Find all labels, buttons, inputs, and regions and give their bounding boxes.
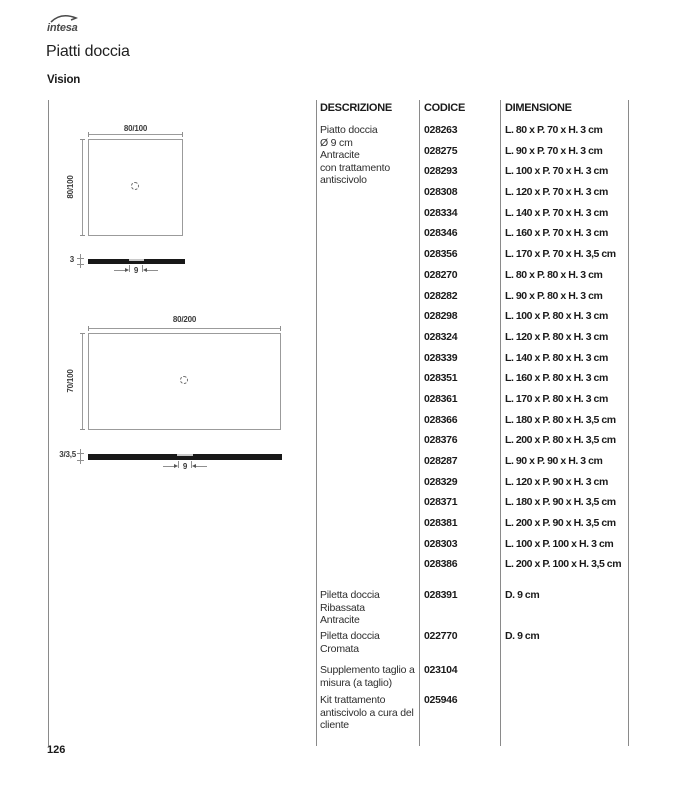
drain-recess	[129, 259, 144, 261]
table-row	[316, 585, 628, 606]
rect-profile-bar	[88, 454, 282, 460]
code-cell: 028361	[424, 392, 458, 405]
thickness-dim-line	[80, 449, 81, 464]
code-cell: 028391	[424, 589, 458, 602]
dimension-cell: L. 200 x P. 80 x H. 3,5 cm	[505, 434, 616, 447]
drain-recess	[177, 454, 193, 456]
dimension-cell: D. 9 cm	[505, 630, 540, 643]
arrow-left-icon	[143, 268, 147, 272]
description-line: Supplemento taglio a	[320, 664, 415, 677]
dim-tick	[129, 265, 130, 272]
table-group	[316, 120, 628, 575]
table-row	[316, 368, 628, 389]
drain-icon	[131, 182, 139, 190]
table-row	[316, 660, 628, 681]
dimension-cell: L. 160 x P. 70 x H. 3 cm	[505, 227, 608, 240]
code-cell: 025946	[424, 694, 458, 707]
thickness-dim-line	[80, 254, 81, 268]
table-row	[316, 513, 628, 534]
dim-tick	[182, 132, 183, 137]
description-line: Ø 9 cm	[320, 136, 353, 149]
table-row	[316, 203, 628, 224]
rect-depth-dim-line	[82, 333, 83, 430]
table-row	[316, 120, 628, 141]
dimension-cell: L. 90 x P. 80 x H. 3 cm	[505, 289, 603, 302]
dimension-cell: L. 140 x P. 70 x H. 3 cm	[505, 206, 608, 219]
table-row	[316, 306, 628, 327]
square-drain-width-label: 9	[133, 266, 139, 275]
drain-icon	[180, 376, 188, 384]
dimension-cell: L. 180 x P. 90 x H. 3,5 cm	[505, 496, 616, 509]
description-line: antiscivolo	[320, 174, 367, 186]
table-row	[316, 244, 628, 265]
dimension-cell: L. 170 x P. 80 x H. 3 cm	[505, 392, 608, 405]
table-group	[316, 585, 628, 626]
rect-width-dim-line	[88, 328, 281, 329]
table-group	[316, 660, 628, 690]
code-cell: 028303	[424, 537, 458, 550]
dim-tick	[280, 326, 281, 331]
dim-line	[195, 466, 207, 467]
dimension-cell: L. 170 x P. 70 x H. 3,5 cm	[505, 248, 616, 261]
code-cell: 028263	[424, 124, 458, 136]
code-cell: 028334	[424, 206, 458, 219]
dim-tick	[88, 132, 89, 137]
column-header-code: CODICE	[424, 102, 465, 114]
code-cell: 028293	[424, 165, 458, 178]
dimension-cell: L. 80 x P. 80 x H. 3 cm	[505, 268, 603, 281]
table-group	[316, 626, 628, 660]
column-header-description: DESCRIZIONE	[320, 102, 392, 114]
table-row	[316, 554, 628, 575]
table-row	[316, 223, 628, 244]
code-cell: 028351	[424, 372, 458, 385]
table-groups	[316, 120, 628, 740]
dimension-cell: L. 200 x P. 100 x H. 3,5 cm	[505, 558, 622, 571]
dim-tick	[80, 235, 85, 236]
dimension-cell: L. 100 x P. 100 x H. 3 cm	[505, 537, 614, 550]
code-cell: 028308	[424, 186, 458, 199]
dimension-cell: L. 120 x P. 70 x H. 3 cm	[505, 186, 608, 199]
table-row	[316, 389, 628, 410]
code-cell: 022770	[424, 630, 458, 643]
series-name: Vision	[47, 74, 81, 86]
description-line: Antracite	[320, 149, 360, 161]
square-width-dim-line	[88, 134, 183, 135]
dim-tick	[77, 453, 84, 454]
square-width-label: 80/100	[123, 124, 148, 133]
dimension-cell: L. 120 x P. 90 x H. 3 cm	[505, 475, 608, 488]
description-line: Cromata	[320, 642, 359, 655]
code-cell: 023104	[424, 664, 458, 677]
dim-tick	[191, 461, 192, 468]
table-row	[316, 161, 628, 182]
code-cell: 028371	[424, 496, 458, 509]
description-line: misura (a taglio)	[320, 676, 392, 689]
code-cell: 028376	[424, 434, 458, 447]
code-cell: 028329	[424, 475, 458, 488]
dim-tick	[80, 139, 85, 140]
dimension-cell: L. 100 x P. 80 x H. 3 cm	[505, 310, 608, 323]
table-row	[316, 141, 628, 162]
dim-tick	[88, 326, 89, 331]
description-line: antiscivolo a cura del	[320, 706, 414, 719]
rect-width-label: 80/200	[172, 315, 197, 324]
description-line: con trattamento	[320, 161, 390, 174]
table-row	[316, 410, 628, 431]
dim-line	[146, 270, 158, 271]
code-cell: 028298	[424, 310, 458, 323]
dimension-cell: L. 80 x P. 70 x H. 3 cm	[505, 124, 603, 136]
table-group	[316, 690, 628, 740]
description-line: Piletta doccia	[320, 589, 380, 602]
code-cell: 028270	[424, 268, 458, 281]
square-depth-dim-line	[82, 139, 83, 236]
table-row	[316, 430, 628, 451]
description-line: Kit trattamento	[320, 694, 386, 707]
dimension-cell: L. 90 x P. 70 x H. 3 cm	[505, 144, 603, 157]
table-row	[316, 626, 628, 647]
code-cell: 028339	[424, 351, 458, 364]
dim-tick	[77, 258, 84, 259]
code-cell: 028287	[424, 455, 458, 467]
dimension-cell: L. 180 x P. 80 x H. 3,5 cm	[505, 413, 616, 426]
table-row	[316, 451, 628, 472]
dimension-cell: D. 9 cm	[505, 589, 540, 602]
dimension-cell: L. 140 x P. 80 x H. 3 cm	[505, 351, 608, 364]
dim-tick	[142, 265, 143, 272]
rect-depth-label: 70/100	[66, 369, 75, 393]
table-row	[316, 534, 628, 555]
arrow-left-icon	[192, 464, 196, 468]
code-cell: 028346	[424, 227, 458, 240]
code-cell: 028381	[424, 517, 458, 530]
dim-tick	[80, 333, 85, 334]
description-line: Piletta doccia	[320, 630, 380, 643]
code-cell: 028324	[424, 330, 458, 343]
column-header-dimension: DIMENSIONE	[505, 102, 572, 114]
dimension-cell: L. 200 x P. 90 x H. 3,5 cm	[505, 517, 616, 530]
table-row	[316, 182, 628, 203]
table-row	[316, 690, 628, 711]
table-row	[316, 492, 628, 513]
code-cell: 028356	[424, 248, 458, 261]
left-page-rule	[48, 100, 49, 746]
square-thickness-label: 3	[69, 255, 74, 264]
rect-drain-width-label: 9	[182, 462, 188, 471]
code-cell: 028282	[424, 289, 458, 302]
code-cell: 028366	[424, 413, 458, 426]
description-line: Antracite	[320, 614, 360, 627]
dimension-cell: L. 160 x P. 80 x H. 3 cm	[505, 372, 608, 385]
table-row	[316, 286, 628, 307]
table-rule-right	[628, 100, 629, 746]
brand-logo	[47, 13, 107, 39]
dimension-cell: L. 120 x P. 80 x H. 3 cm	[505, 330, 608, 343]
description-line: Piatto doccia	[320, 124, 378, 136]
dim-tick	[77, 460, 84, 461]
square-depth-label: 80/100	[66, 175, 75, 199]
table-row	[316, 327, 628, 348]
dimension-cell: L. 90 x P. 90 x H. 3 cm	[505, 455, 603, 467]
square-profile-bar	[88, 259, 185, 264]
code-cell: 028275	[424, 144, 458, 157]
dimension-cell: L. 100 x P. 70 x H. 3 cm	[505, 165, 608, 178]
logo-text: intesa	[47, 22, 78, 34]
dim-tick	[178, 461, 179, 468]
rect-thickness-label: 3/3,5	[59, 450, 76, 459]
page-title: Piatti doccia	[46, 43, 130, 60]
description-line: Ribassata	[320, 601, 365, 614]
page-number: 126	[47, 744, 66, 756]
table-row	[316, 348, 628, 369]
dim-tick	[80, 429, 85, 430]
description-line: cliente	[320, 719, 349, 732]
dim-tick	[77, 264, 84, 265]
code-cell: 028386	[424, 558, 458, 571]
table-row	[316, 265, 628, 286]
table-row	[316, 472, 628, 493]
